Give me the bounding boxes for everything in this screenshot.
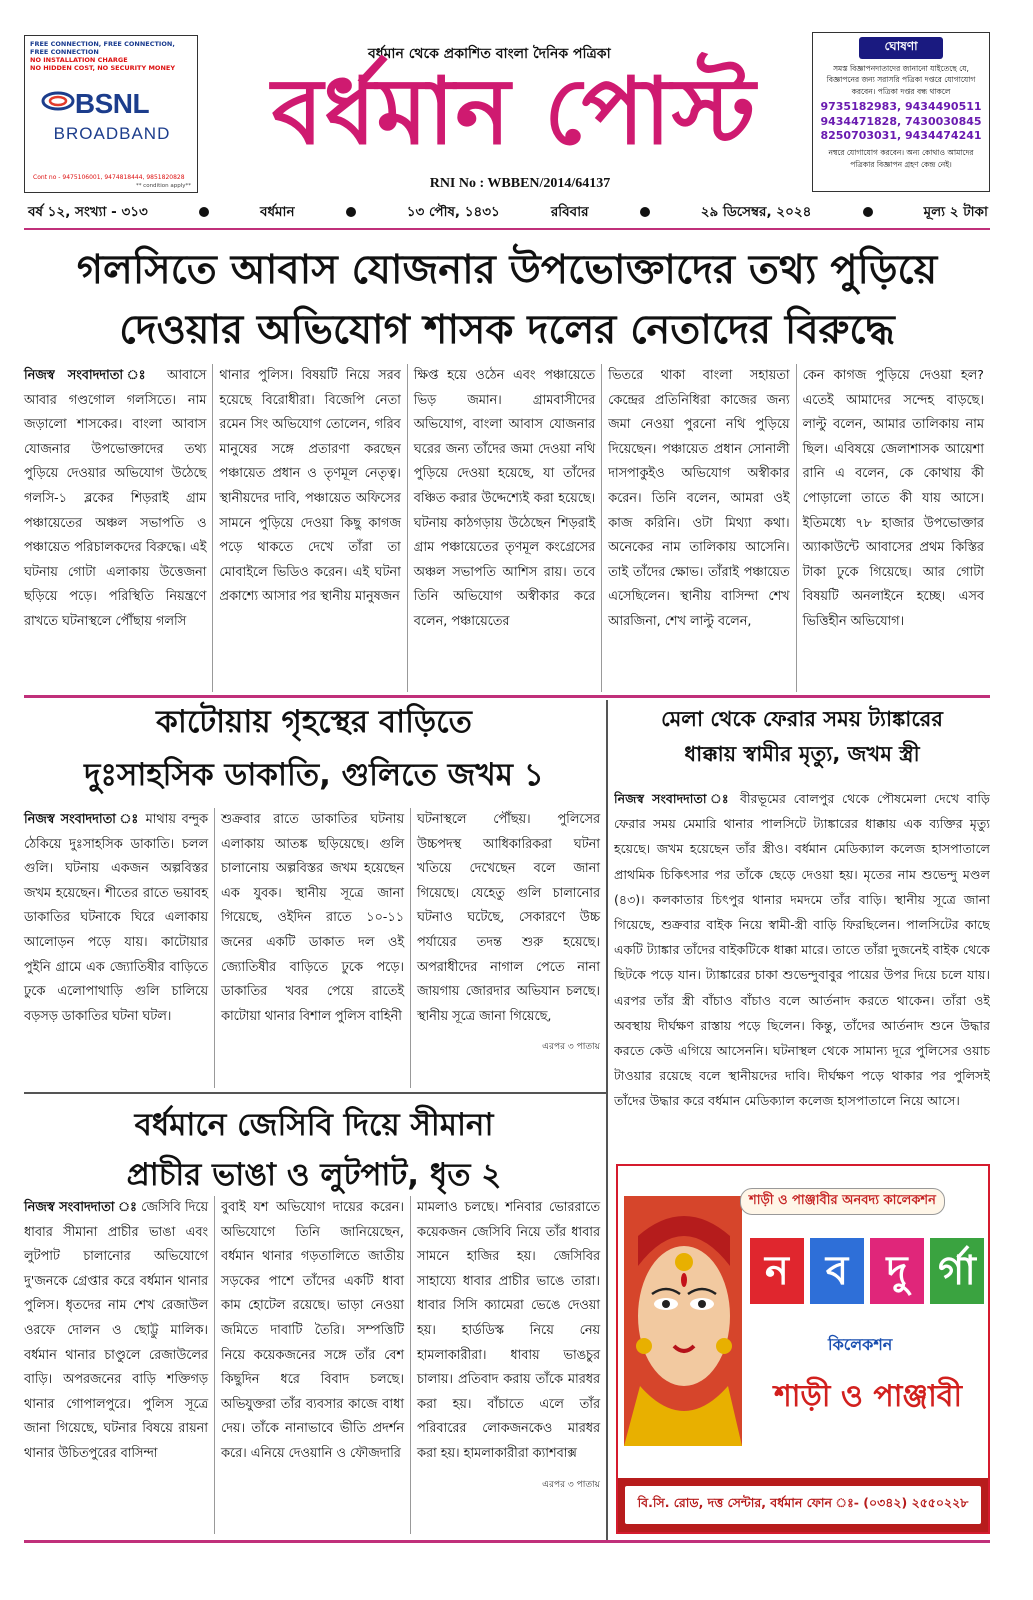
lead-story-body xyxy=(18,364,990,692)
katwa-headline-line-2: দুঃসাহসিক ডাকাতি, গুলিতে জখম ১ xyxy=(84,757,544,793)
bullet-icon xyxy=(640,207,650,217)
column-text: মামলাও চলছে। শনিবার ভোররাতে কয়েকজন জেসিবি নিয়ে তাঁর ধাবার সামনে হাজির হয়। জেসিবির সাহায্যে ধাবার প্রাচীর ভাঙে তারা। ধাবার সিসি ক্যামেরা ভেঙে দেওয়া হয়। হার্ডডিস্ক নিয়ে নেয় হামলাকারীরা। ধাবায় ভাঙচুর চালায়। প্রতিবাদ করায় তাঁকে মারধর করা হয়। বাঁচাতে এলে তাঁর পরিবারের লোকজনকেও মারধর করা হয়। হামলাকারীরা ক্যাশবাক্স xyxy=(417,1200,600,1461)
bullet-icon xyxy=(863,207,873,217)
brand-letter: দু xyxy=(870,1238,924,1304)
story-text: বীরভূমের বোলপুর থেকে পৌষমেলা দেখে বাড়ি ফেরার সময় মেমারি থানার পালসিটে ট্যাঙ্কারের ধাক্কায় এক ব্যক্তির মৃত্যু হয়েছে। জখম হয়েছেন তাঁর স্ত্রীও। বর্ধমান মেডিক্যাল কলেজ হাসপাতালে প্রাথমিক চিকিৎসার পর তাঁকে ছেড়ে দেওয়া হয়। মৃতের নাম শুভেন্দু মণ্ডল (৪৩)। কলকাতার চিৎপুর থানার দমদমে তাঁর বাড়ি। স্থানীয় সূত্রে জানা গিয়েছে, শুক্রবার বাইক নিয়ে স্বামী-স্ত্রী বাড়ি ফিরছিলেন। পালসিটের কাছে একটি ট্যাঙ্কার তাঁদের বাইকটিকে ধাক্কা মারে। তাতে তাঁরা দুজনেই বাইক থেকে ছিটকে পড়ে যান। ট্যাঙ্কারের চাকা শুভেন্দুবাবুর পায়ের উপর দিয়ে চলে যায়। এরপর তাঁর স্ত্রী বাঁচাও বাঁচাও বলে আর্তনাদ করতে থাকেন। তাঁরা ওই অবস্থায় দীর্ঘক্ষণ রাস্তায় পড়ে ছিলেন। কিন্তু, তাঁদের আর্তনাদ শুনে উদ্ধার করতে কেউ এগিয়ে আসেননি। ঘটনাস্থল থেকে সামান্য দূরে পুলিসের ওয়াচ টাওয়ার রয়েছে বলে স্থানীয়দের দাবি। দীর্ঘক্ষণ পড়ে থাকার পর পুলিসই তাঁদের উদ্ধার করে বর্ধমান মেডিক্যাল কলেজ হাসপাতালে নিয়ে আসে। xyxy=(614,791,990,1109)
column-text: কেন কাগজ পুড়িয়ে দেওয়া হল? এতেই আমাদের সন্দেহ বাড়ছে। লাল্টু বলেন, আমার তালিকায় নাম ছিল। এবিষয়ে জেলাশাসক আয়েশা রানি এ বলেন, কে কোথায় কী পোড়ালো তাতে কী যায় আসে। ইতিমধ্যে ৭৮ হাজার উপভোক্তার অ্যাকাউন্টে আবাসের প্রথম কিস্তির টাকা ঢুকে গিয়েছে। আর গোটা বিষয়টি অনলাইনে হচ্ছে। এসব ভিত্তিহীন অভিযোগ। xyxy=(802,368,984,629)
story-column xyxy=(410,1196,606,1534)
ad-tagline: শাড়ী ও পাঞ্জাবীর অনবদ্য কালেকশন xyxy=(740,1188,945,1215)
notice-text-bottom: নম্বরে যোগাযোগ করবেন। অন্য কোথাও আমাদের পত্রিকার বিজ্ঞাপন গ্রহণ কেন্দ্র নেই। xyxy=(828,148,974,169)
story-column xyxy=(407,364,601,692)
ad-subtitle: কিলেকশন xyxy=(828,1335,893,1354)
column-text: ক্ষিপ্ত হয়ে ওঠেন এবং পঞ্চায়েতে ভিড় জমান। গ্রামবাসীদের অভিযোগ, বাংলা আবাস যোজনার ঘরের জন্য তাঁদের জমা দেওয়া নথি পুড়িয়ে দেওয়া হয়েছে, যা তাঁদের বঞ্চিত করার উদ্দেশ্যেই করা হয়েছে। ঘটনায় কাঠগড়ায় উঠেছেন শিড়রাই গ্রাম পঞ্চায়েতের তৃণমূল কংগ্রেসের অঞ্চল সভাপতি আশিস রায়। তবে তিনি অভিযোগ অস্বীকার করে বলেন, পঞ্চায়েতের xyxy=(413,368,596,629)
story-column xyxy=(18,1196,214,1534)
bsnl-offer-line-1: FREE CONNECTION, FREE CONNECTION, FREE CONNECTION xyxy=(30,40,175,57)
story-column xyxy=(601,364,795,692)
bsnl-condition-note: ** condition apply** xyxy=(135,183,191,190)
rni-number: RNI No : WBBEN/2014/64137 xyxy=(429,176,611,191)
bsnl-offer-line-2: NO INSTALLATION CHARGE xyxy=(30,56,128,65)
bsnl-contact: Cont no - 9475106001, 9474818444, 9851820828 xyxy=(33,174,185,181)
ad-brand-name xyxy=(750,1238,984,1304)
story-column xyxy=(214,1196,410,1534)
notice-heading: ঘোষণা xyxy=(859,37,943,59)
bullet-icon xyxy=(346,207,356,217)
story-column xyxy=(410,808,606,1088)
notice-phone-line: 9434471828, 7430030845 xyxy=(820,114,982,128)
mela-headline-line-2: ধাক্কায় স্বামীর মৃত্যু, জখম স্ত্রী xyxy=(684,742,920,766)
mela-story-body xyxy=(614,786,990,1154)
notice-phone-line: 9735182983, 9434490511 xyxy=(820,99,982,113)
byline: নিজস্ব সংবাদদাতা ঃ xyxy=(24,368,155,383)
advertising-notice xyxy=(812,32,990,192)
page-bottom-rule xyxy=(24,1540,990,1543)
story-column xyxy=(214,808,410,1088)
section-divider xyxy=(24,695,990,698)
brand-letter: র্গা xyxy=(930,1238,984,1304)
lead-headline-line-2: দেওয়ার অভিযোগ শাসক দলের নেতাদের বিরুদ্ধে xyxy=(119,307,895,353)
jcb-headline-line-1: বর্ধমানে জেসিবি দিয়ে সীমানা xyxy=(134,1107,494,1143)
brand-letter: ন xyxy=(750,1238,804,1304)
goddess-durga-image xyxy=(624,1196,742,1446)
bsnl-broadband-ad xyxy=(24,35,198,193)
bsnl-brand: BSNL xyxy=(74,88,150,119)
column-text: শুক্রবার রাতে ডাকাতির ঘটনায় এলাকায় আতঙ্ক ছড়িয়েছে। গুলি চালানোয় অল্পবিস্তর জখম হয়েছেন এক যুবক। স্থানীয় সূত্রে জানা গিয়েছে, ওইদিন রাতে ১০-১১ জনের একটি ডাকাত দল ওই জ্যোতিষীর বাড়িতে ঢুকে পড়ে। ডাকাতির খবর পেয়ে রাতেই কাটোয়া থানার বিশাল পুলিস বাহিনী xyxy=(221,812,404,1024)
mela-headline-line-1: মেলা থেকে ফেরার সময় ট্যাঙ্কারের xyxy=(661,707,943,731)
issue-number: বর্ষ ১২, সংখ্যা - ৩১৩ xyxy=(28,203,148,220)
bsnl-offer-line-3: NO HIDDEN COST, NO SECURITY MONEY xyxy=(30,64,176,73)
katwa-story-body xyxy=(18,808,606,1088)
byline: নিজস্ব সংবাদদাতা ঃ xyxy=(24,812,140,827)
story-column xyxy=(18,808,214,1088)
bsnl-sub: BROADBAND xyxy=(53,124,171,143)
byline: নিজস্ব সংবাদদাতা ঃ xyxy=(24,1200,137,1215)
ad-footer xyxy=(618,1478,988,1532)
section-divider xyxy=(24,1092,606,1094)
continued-note: এরপর ৩ পাতায় xyxy=(542,1479,600,1490)
bullet-icon xyxy=(199,207,209,217)
ad-address: বি.সি. রোড, দত্ত সেন্টার, বর্ধমান ফোন ঃ- (০৩৪২) ২৫৫০২২৮ xyxy=(625,1486,980,1524)
byline: নিজস্ব সংবাদদাতা ঃ xyxy=(614,791,733,806)
column-text: থানার পুলিস। বিষয়টি নিয়ে সরব হয়েছে বিরোধীরা। বিজেপি নেতা রমেন সিং অভিযোগ তোলেন, গরিব মানুষের সঙ্গে প্রতারণা করছেন পঞ্চায়েত প্রধান ও তৃণমূল নেতৃত্ব। স্থানীয়দের দাবি, পঞ্চায়েত অফিসের সামনে পুড়িয়ে দেওয়া কিছু কাগজ পড়ে থাকতে দেখে তাঁরা তা মোবাইলে ভিডিও করেন। এই ঘটনা প্রকাশ্যে আসার পর স্থানীয় মানুষজন xyxy=(219,368,401,605)
story-column xyxy=(212,364,406,692)
notice-text-top: সমস্ত বিজ্ঞাপনদাতাদের জানানো যাইতেছে যে, বিজ্ঞাপনের জন্য সরাসরি পত্রিকা দপ্তরে যোগাযোগ করবেন। পত্রিকা দপ্তর বন্ধ থাকলে xyxy=(826,64,976,96)
column-text: মাথায় বন্দুক ঠেকিয়ে দুঃসাহসিক ডাকাতি। চলল গুলি। ঘটনায় একজন অল্পবিস্তর জখম হয়েছেন। শীতের রাতে ভয়াবহ ডাকাতির ঘটনাকে ঘিরে এলাকায় আলোড়ন পড়ে যায়। কাটোয়ার পুইনি গ্রামে এক জ্যোতিষীর বাড়িতে ঢুকে এলোপাথাড়ি গুলি চালিয়ে বড়সড় ডাকাতির ঘটনা ঘটল। xyxy=(24,812,209,1024)
bengali-date: ১৩ পৌষ, ১৪৩১ xyxy=(406,203,500,220)
story-column xyxy=(796,364,990,692)
price: মূল্য ২ টাকা xyxy=(923,203,988,220)
notice-phones xyxy=(817,100,985,145)
column-text: ভিতরে থাকা বাংলা সহায়তা কেন্দ্রের প্রতিনিধিরা কাজের জন্য জমা নেওয়া পুরনো নথি পুড়িয়ে দিয়েছেন। পঞ্চায়েত প্রধান সোনালী দাসপাকুইও অভিযোগ অস্বীকার করেন। তিনি বলেন, আমরা ওই কাজ করিনি। ওটা মিথ্যা কথা। অনেকের নাম তালিকায় আসেনি। তাই তাঁদের ক্ষোভ। তাঁরাই পঞ্চায়েত এসেছিলেন। স্থানীয় বাসিন্দা শেখ আরজিনা, শেখ লাল্টু বলেন, xyxy=(608,368,790,629)
masthead-title: বর্ধমান পোস্ট xyxy=(271,58,757,165)
column-text: ঘটনাস্থলে পৌঁছয়। পুলিসের উচ্চপদস্থ আধিকারিকরা ঘটনা খতিয়ে দেখেছেন বলে জানা গিয়েছে। যেহেতু গুলি চালানোর ঘটনাও ঘটেছে, সেকারণে উচ্চ পর্যায়ের তদন্ত শুরু হয়েছে। অপরাধীদের নাগাল পেতে নানা জায়গায় জোরদার অভিযান চলছে। স্থানীয় সূত্রে জানা গিয়েছে, xyxy=(417,812,600,1024)
story-column xyxy=(18,364,212,692)
bsnl-logo xyxy=(39,86,185,166)
bsnl-swirl-icon xyxy=(41,90,75,112)
lead-headline-line-1: গলসিতে আবাস যোজনার উপভোক্তাদের তথ্য পুড়িয়ে xyxy=(76,247,938,293)
jcb-headline-line-2: প্রাচীর ভাঙা ও লুটপাট, ধৃত ২ xyxy=(126,1157,502,1193)
brand-letter: ব xyxy=(810,1238,864,1304)
english-date: ২৯ ডিসেম্বর, ২০২৪ xyxy=(700,203,812,220)
continued-note: এরপর ৩ পাতায় xyxy=(542,1042,600,1053)
notice-phone-line: 8250703031, 9434474241 xyxy=(820,129,982,143)
ad-product: শাড়ী ও পাঞ্জাবী xyxy=(773,1379,963,1414)
publication-place: বর্ধমান xyxy=(259,203,295,220)
column-text: আবাসে আবার গণ্ডগোল গলসিতে। নাম জড়ালো শাসকের। বাংলা আবাস যোজনার উপভোক্তাদের তথ্য পুড়িয়ে দেওয়ার অভিযোগ উঠেছে গলসি-১ ব্লকের শিড়রাই গ্রাম পঞ্চায়েতের অঞ্চল সভাপতি ও পঞ্চায়েত পরিচালকদের বিরুদ্ধে। এই ঘটনায় গোটা এলাকায় উত্তেজনা ছড়িয়ে পড়ে। পরিস্থিতি নিয়ন্ত্রণে রাখতে ঘটনাস্থলে পৌঁছায় গলসি xyxy=(24,368,207,629)
weekday: রবিবার xyxy=(550,203,589,220)
column-text: বুবাই যশ অভিযোগ দায়ের করেন। অভিযোগে তিনি জানিয়েছেন, বর্ধমান থানার গড়তালিতে জাতীয় সড়কের পাশে তাঁদের একটি ধাবা কাম হোটেল রয়েছে। ভাড়া নেওয়া জমিতে দাবাটি তৈরি। সম্পত্তিটি নিয়ে কয়েকজনের সঙ্গে তাঁর বেশ কিছুদিন ধরে বিবাদ চলছে। অভিযুক্তরা তাঁর ব্যবসার কাজে বাধা দেয়। তাঁকে নানাভাবে ভীতি প্রদর্শন করে। এনিয়ে দেওয়ানি ও ফৌজদারি xyxy=(221,1200,404,1461)
dateline-strip xyxy=(24,200,990,230)
column-text: জেসিবি দিয়ে ধাবার সীমানা প্রাচীর ভাঙা এবং লুটপাট চালানোর অভিযোগে দু'জনকে গ্রেপ্তার করে বর্ধমান থানার পুলিস। ধৃতদের নাম শেখ রেজাউল ওরফে দোলন ও ছোট্টু মালিক। বর্ধমান থানার চাণ্ডুলে রেজাউলের বাড়ি। অপরজনের বাড়ি শক্তিগড় থানার গোপালপুরে। পুলিস সূত্রে জানা গিয়েছে, ঘটনার বিষয়ে রায়না থানার উচিতপুরের বাসিন্দা xyxy=(24,1200,209,1461)
katwa-headline-line-1: কাটোয়ায় গৃহস্থের বাড়িতে xyxy=(156,704,472,740)
nabadurga-saree-ad xyxy=(616,1164,990,1534)
masthead-tagline: বর্ধমান থেকে প্রকাশিত বাংলা দৈনিক পত্রিকা xyxy=(368,46,611,62)
column-divider xyxy=(606,700,608,1540)
jcb-story-body xyxy=(18,1196,606,1534)
